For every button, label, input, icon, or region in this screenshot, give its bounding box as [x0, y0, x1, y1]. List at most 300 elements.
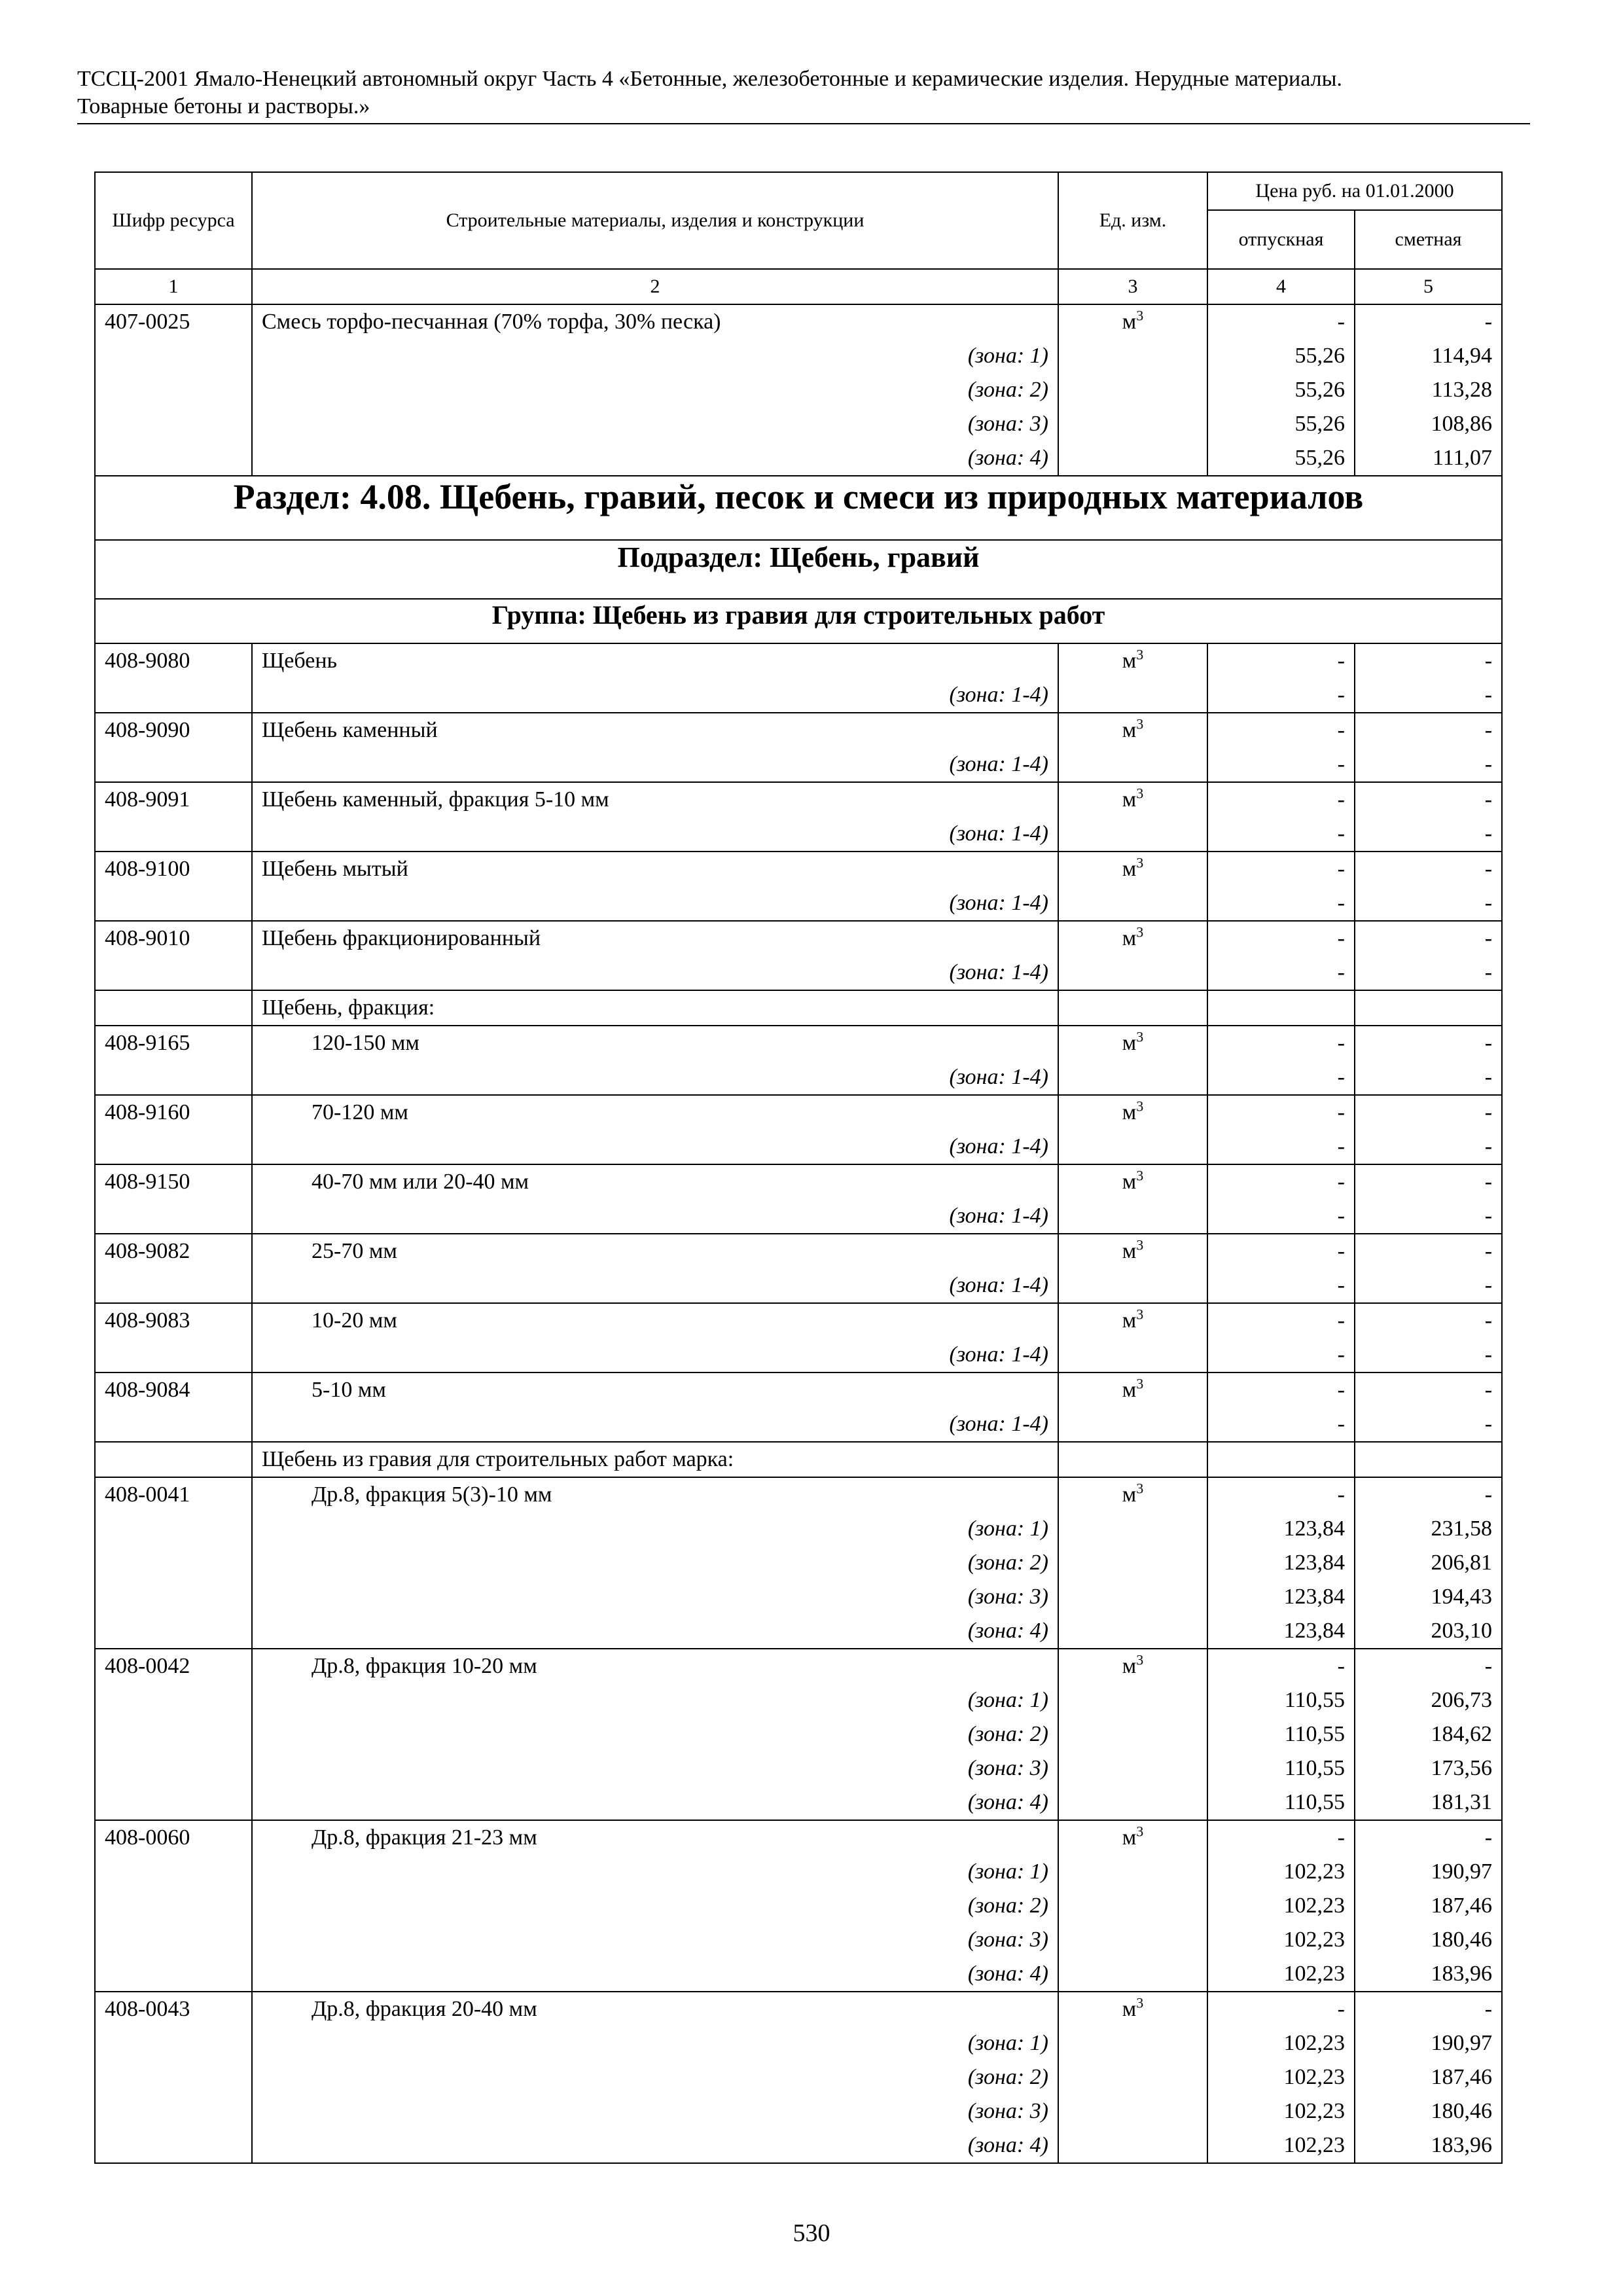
zone-row	[95, 1130, 1502, 1164]
table-row	[95, 1372, 1502, 1407]
empty-cell	[95, 886, 252, 921]
material-name: Щебень каменный	[252, 713, 1058, 747]
zone-label: (зона: 1-4)	[252, 1407, 1058, 1442]
empty-cell	[1058, 1751, 1207, 1785]
unit: м	[1122, 1654, 1137, 1678]
estimate-price: -	[1355, 817, 1502, 852]
table-row	[95, 1649, 1502, 1683]
zone-label: (зона: 1-4)	[252, 747, 1058, 782]
unit-power: 3	[1136, 1098, 1144, 1115]
mark-label: Щебень из гравия для строительных работ марка:	[252, 1442, 1058, 1477]
unit-cell	[1058, 782, 1207, 817]
unit: м	[1122, 1378, 1137, 1402]
estimate-price: -	[1355, 1268, 1502, 1303]
subgroup-label-row	[95, 1442, 1502, 1477]
zone-label: (зона: 1)	[252, 1855, 1058, 1889]
release-price: -	[1207, 304, 1355, 339]
zone-label: (зона: 3)	[252, 1751, 1058, 1785]
material-name: Щебень	[252, 643, 1058, 678]
empty-cell	[95, 1130, 252, 1164]
table-row	[95, 1992, 1502, 2026]
release-price: -	[1207, 1407, 1355, 1442]
empty-cell	[1058, 817, 1207, 852]
estimate-price: -	[1355, 1234, 1502, 1268]
release-price: -	[1207, 713, 1355, 747]
release-price: -	[1207, 1130, 1355, 1164]
empty-cell	[95, 1546, 252, 1580]
empty-cell	[95, 817, 252, 852]
zone-label: (зона: 2)	[252, 1889, 1058, 1923]
release-price: -	[1207, 921, 1355, 956]
empty-cell	[95, 2094, 252, 2128]
zone-label: (зона: 4)	[252, 1957, 1058, 1992]
zone-row	[95, 1268, 1502, 1303]
estimate-price: 114,94	[1355, 339, 1502, 373]
empty-cell	[95, 2026, 252, 2060]
unit-power: 3	[1136, 646, 1144, 663]
zone-row	[95, 1717, 1502, 1751]
zone-label: (зона: 1)	[252, 2026, 1058, 2060]
zone-row	[95, 373, 1502, 407]
zone-label: (зона: 1-4)	[252, 886, 1058, 921]
empty-cell	[95, 1923, 252, 1957]
empty-cell	[95, 1199, 252, 1234]
zone-row	[95, 1785, 1502, 1820]
unit-power: 3	[1136, 1306, 1144, 1323]
unit-power: 3	[1136, 785, 1144, 802]
release-price: -	[1207, 1164, 1355, 1199]
empty-cell	[1058, 2026, 1207, 2060]
table-row	[95, 643, 1502, 678]
subgroup-label-row	[95, 990, 1502, 1026]
empty-cell	[1058, 1130, 1207, 1164]
zone-row	[95, 2060, 1502, 2094]
estimate-price: -	[1355, 1060, 1502, 1095]
release-price: 110,55	[1207, 1683, 1355, 1717]
table-row	[95, 1026, 1502, 1060]
unit-cell	[1058, 1820, 1207, 1855]
estimate-price: -	[1355, 1820, 1502, 1855]
table-row	[95, 1303, 1502, 1338]
release-price: -	[1207, 852, 1355, 886]
unit-cell	[1058, 713, 1207, 747]
unit: м	[1122, 718, 1137, 742]
empty-cell	[1058, 990, 1207, 1026]
unit: м	[1122, 1170, 1137, 1194]
zone-row	[95, 886, 1502, 921]
empty-cell	[95, 1683, 252, 1717]
col-number: 3	[1058, 269, 1207, 304]
zone-label: (зона: 3)	[252, 2094, 1058, 2128]
estimate-price: 108,86	[1355, 407, 1502, 441]
release-price: -	[1207, 1268, 1355, 1303]
release-price: -	[1207, 678, 1355, 713]
zone-row	[95, 1546, 1502, 1580]
empty-cell	[1058, 1580, 1207, 1614]
zone-row	[95, 1407, 1502, 1442]
zone-row	[95, 817, 1502, 852]
estimate-price: -	[1355, 1649, 1502, 1683]
estimate-price: -	[1355, 713, 1502, 747]
unit-cell	[1058, 1164, 1207, 1199]
resource-code: 408-9080	[95, 643, 252, 678]
release-price: -	[1207, 817, 1355, 852]
empty-cell	[1058, 2128, 1207, 2163]
estimate-price: -	[1355, 782, 1502, 817]
estimate-price: 180,46	[1355, 2094, 1502, 2128]
resource-code: 408-9160	[95, 1095, 252, 1130]
unit-cell	[1058, 1234, 1207, 1268]
col-number: 5	[1355, 269, 1502, 304]
estimate-price: 181,31	[1355, 1785, 1502, 1820]
release-price: -	[1207, 1820, 1355, 1855]
unit-power: 3	[1136, 1651, 1144, 1668]
release-price: 55,26	[1207, 441, 1355, 476]
resource-code: 408-9100	[95, 852, 252, 886]
unit: м	[1122, 1482, 1137, 1507]
zone-label: (зона: 1-4)	[252, 1060, 1058, 1095]
empty-cell	[1058, 1338, 1207, 1372]
empty-cell	[1058, 441, 1207, 476]
zone-label: (зона: 4)	[252, 1614, 1058, 1649]
table-row	[95, 921, 1502, 956]
zone-row	[95, 1855, 1502, 1889]
resource-code: 408-9090	[95, 713, 252, 747]
release-price: 55,26	[1207, 407, 1355, 441]
release-price: 102,23	[1207, 2128, 1355, 2163]
empty-cell	[1058, 1717, 1207, 1751]
table-row	[95, 782, 1502, 817]
empty-cell	[1058, 1923, 1207, 1957]
zone-row	[95, 956, 1502, 990]
zone-label: (зона: 1)	[252, 1512, 1058, 1546]
empty-cell	[1207, 990, 1355, 1026]
release-price: -	[1207, 1060, 1355, 1095]
material-name: Др.8, фракция 5(3)-10 мм	[252, 1477, 1058, 1512]
release-price: 110,55	[1207, 1751, 1355, 1785]
material-name: Др.8, фракция 10-20 мм	[252, 1649, 1058, 1683]
page-number: 530	[793, 2219, 830, 2247]
estimate-price: -	[1355, 1026, 1502, 1060]
empty-cell	[95, 1407, 252, 1442]
empty-cell	[95, 1889, 252, 1923]
material-name: 25-70 мм	[252, 1234, 1058, 1268]
material-name: Щебень фракционированный	[252, 921, 1058, 956]
resource-code: 408-0060	[95, 1820, 252, 1855]
table-row	[95, 852, 1502, 886]
resource-code: 408-9091	[95, 782, 252, 817]
zone-label: (зона: 2)	[252, 2060, 1058, 2094]
empty-cell	[95, 1957, 252, 1992]
empty-cell	[1058, 1683, 1207, 1717]
unit-power: 3	[1136, 1375, 1144, 1392]
empty-cell	[1058, 1199, 1207, 1234]
release-price: -	[1207, 1372, 1355, 1407]
unit-cell	[1058, 1095, 1207, 1130]
estimate-price: -	[1355, 1338, 1502, 1372]
empty-cell	[1058, 1614, 1207, 1649]
table-row	[95, 304, 1502, 339]
table-row	[95, 1820, 1502, 1855]
col-unit-header: Ед. изм.	[1058, 172, 1207, 269]
empty-cell	[1058, 1855, 1207, 1889]
release-price: 110,55	[1207, 1717, 1355, 1751]
unit-cell	[1058, 643, 1207, 678]
zone-row	[95, 1889, 1502, 1923]
empty-cell	[95, 1580, 252, 1614]
column-numbers-row	[95, 269, 1502, 304]
material-name: 10-20 мм	[252, 1303, 1058, 1338]
empty-cell	[95, 2128, 252, 2163]
release-price: -	[1207, 747, 1355, 782]
empty-cell	[95, 441, 252, 476]
empty-cell	[95, 1268, 252, 1303]
empty-cell	[95, 990, 252, 1026]
estimate-price: -	[1355, 1130, 1502, 1164]
resource-code: 408-9083	[95, 1303, 252, 1338]
zone-row	[95, 1683, 1502, 1717]
zone-label: (зона: 1-4)	[252, 956, 1058, 990]
estimate-price: -	[1355, 1095, 1502, 1130]
zone-row	[95, 407, 1502, 441]
resource-code: 408-0043	[95, 1992, 252, 2026]
zone-row	[95, 1923, 1502, 1957]
resource-code: 407-0025	[95, 304, 252, 339]
release-price: -	[1207, 1234, 1355, 1268]
estimate-price: -	[1355, 921, 1502, 956]
unit-power: 3	[1136, 854, 1144, 871]
empty-cell	[95, 1442, 252, 1477]
estimate-price: 187,46	[1355, 1889, 1502, 1923]
empty-cell	[1058, 373, 1207, 407]
release-price: -	[1207, 956, 1355, 990]
unit-power: 3	[1136, 1028, 1144, 1045]
material-name: Смесь торфо-песчанная (70% торфа, 30% песка)	[252, 304, 1058, 339]
release-price: -	[1207, 1992, 1355, 2026]
unit-power: 3	[1136, 715, 1144, 732]
empty-cell	[1058, 1512, 1207, 1546]
empty-cell	[95, 339, 252, 373]
empty-cell	[1058, 1785, 1207, 1820]
zone-label: (зона: 3)	[252, 407, 1058, 441]
empty-cell	[1058, 2094, 1207, 2128]
unit-cell	[1058, 1649, 1207, 1683]
unit-power: 3	[1136, 924, 1144, 941]
estimate-price: 190,97	[1355, 2026, 1502, 2060]
empty-cell	[1058, 747, 1207, 782]
empty-cell	[1058, 678, 1207, 713]
unit-cell	[1058, 852, 1207, 886]
table-row	[95, 1095, 1502, 1130]
material-name: 70-120 мм	[252, 1095, 1058, 1130]
zone-row	[95, 1580, 1502, 1614]
empty-cell	[1058, 1442, 1207, 1477]
col-release-header: отпускная	[1207, 210, 1355, 269]
estimate-price: -	[1355, 643, 1502, 678]
empty-cell	[95, 407, 252, 441]
estimate-price: -	[1355, 852, 1502, 886]
release-price: 123,84	[1207, 1614, 1355, 1649]
release-price: 102,23	[1207, 2026, 1355, 2060]
zone-label: (зона: 1)	[252, 1683, 1058, 1717]
empty-cell	[1058, 339, 1207, 373]
zone-row	[95, 339, 1502, 373]
unit: м	[1122, 310, 1137, 334]
estimate-price: -	[1355, 956, 1502, 990]
unit: м	[1122, 1100, 1137, 1124]
empty-cell	[95, 1512, 252, 1546]
material-name: Др.8, фракция 20-40 мм	[252, 1992, 1058, 2026]
zone-label: (зона: 3)	[252, 1923, 1058, 1957]
empty-cell	[1058, 886, 1207, 921]
estimate-price: 203,10	[1355, 1614, 1502, 1649]
group-title: Группа: Щебень из гравия для строительных работ	[95, 599, 1502, 643]
release-price: -	[1207, 1649, 1355, 1683]
zone-row	[95, 1199, 1502, 1234]
estimate-price: 190,97	[1355, 1855, 1502, 1889]
estimate-price: 231,58	[1355, 1512, 1502, 1546]
resource-code: 408-9150	[95, 1164, 252, 1199]
table-row	[95, 1477, 1502, 1512]
table-row	[95, 1164, 1502, 1199]
empty-cell	[1058, 1060, 1207, 1095]
empty-cell	[95, 1060, 252, 1095]
unit-cell	[1058, 1992, 1207, 2026]
estimate-price: 206,73	[1355, 1683, 1502, 1717]
empty-cell	[1207, 1442, 1355, 1477]
estimate-price: 183,96	[1355, 2128, 1502, 2163]
release-price: 123,84	[1207, 1580, 1355, 1614]
estimate-price: -	[1355, 304, 1502, 339]
release-price: 123,84	[1207, 1546, 1355, 1580]
zone-label: (зона: 1)	[252, 339, 1058, 373]
release-price: 55,26	[1207, 373, 1355, 407]
unit-cell	[1058, 1026, 1207, 1060]
unit-power: 3	[1136, 307, 1144, 324]
zone-row	[95, 1338, 1502, 1372]
zone-label: (зона: 1-4)	[252, 1268, 1058, 1303]
unit: м	[1122, 857, 1137, 881]
estimate-price: 183,96	[1355, 1957, 1502, 1992]
unit: м	[1122, 787, 1137, 812]
release-price: -	[1207, 1338, 1355, 1372]
estimate-price: -	[1355, 1372, 1502, 1407]
zone-row	[95, 2094, 1502, 2128]
release-price: -	[1207, 1095, 1355, 1130]
release-price: 123,84	[1207, 1512, 1355, 1546]
resource-code: 408-9082	[95, 1234, 252, 1268]
release-price: -	[1207, 643, 1355, 678]
empty-cell	[1355, 1442, 1502, 1477]
empty-cell	[95, 1785, 252, 1820]
table-row	[95, 713, 1502, 747]
col-estimate-header: сметная	[1355, 210, 1502, 269]
zone-row	[95, 441, 1502, 476]
empty-cell	[1058, 1546, 1207, 1580]
zone-label: (зона: 4)	[252, 441, 1058, 476]
unit-cell	[1058, 1303, 1207, 1338]
unit-power: 3	[1136, 1167, 1144, 1184]
estimate-price: 113,28	[1355, 373, 1502, 407]
unit-cell	[1058, 921, 1207, 956]
estimate-price: -	[1355, 1477, 1502, 1512]
empty-cell	[1058, 407, 1207, 441]
release-price: 102,23	[1207, 1889, 1355, 1923]
release-price: -	[1207, 1477, 1355, 1512]
zone-label: (зона: 1-4)	[252, 1338, 1058, 1372]
zone-label: (зона: 1-4)	[252, 817, 1058, 852]
estimate-price: 187,46	[1355, 2060, 1502, 2094]
resource-code: 408-9010	[95, 921, 252, 956]
unit: м	[1122, 1308, 1137, 1333]
material-name: Др.8, фракция 21-23 мм	[252, 1820, 1058, 1855]
zone-row	[95, 1614, 1502, 1649]
unit-cell	[1058, 304, 1207, 339]
zone-label: (зона: 3)	[252, 1580, 1058, 1614]
zone-row	[95, 1060, 1502, 1095]
unit: м	[1122, 926, 1137, 950]
release-price: -	[1207, 1026, 1355, 1060]
empty-cell	[1058, 1957, 1207, 1992]
unit-cell	[1058, 1372, 1207, 1407]
zone-label: (зона: 1-4)	[252, 678, 1058, 713]
zone-row	[95, 747, 1502, 782]
empty-cell	[95, 956, 252, 990]
resource-code: 408-0041	[95, 1477, 252, 1512]
unit: м	[1122, 1997, 1137, 2021]
release-price: -	[1207, 886, 1355, 921]
estimate-price: 184,62	[1355, 1717, 1502, 1751]
unit: м	[1122, 1031, 1137, 1055]
zone-row	[95, 1751, 1502, 1785]
unit-power: 3	[1136, 1480, 1144, 1497]
header-line-2: Товарные бетоны и растворы.»	[77, 94, 370, 118]
estimate-price: -	[1355, 1407, 1502, 1442]
fraction-label: Щебень, фракция:	[252, 990, 1058, 1026]
header-line-1: ТССЦ-2001 Ямало-Ненецкий автономный округ Часть 4 «Бетонные, железобетонные и керамические изделия. Нерудные материалы.	[77, 67, 1342, 91]
material-name: 5-10 мм	[252, 1372, 1058, 1407]
estimate-price: 194,43	[1355, 1580, 1502, 1614]
empty-cell	[1058, 1268, 1207, 1303]
unit: м	[1122, 649, 1137, 673]
section-title-row	[95, 476, 1502, 540]
estimate-price: -	[1355, 1303, 1502, 1338]
resource-code: 408-9165	[95, 1026, 252, 1060]
release-price: 55,26	[1207, 339, 1355, 373]
zone-label: (зона: 4)	[252, 1785, 1058, 1820]
release-price: -	[1207, 782, 1355, 817]
col-number: 4	[1207, 269, 1355, 304]
estimate-price: -	[1355, 678, 1502, 713]
release-price: 102,23	[1207, 2094, 1355, 2128]
price-table	[94, 171, 1503, 2164]
estimate-price: -	[1355, 886, 1502, 921]
material-name: 40-70 мм или 20-40 мм	[252, 1164, 1058, 1199]
empty-cell	[1355, 990, 1502, 1026]
zone-label: (зона: 2)	[252, 1546, 1058, 1580]
estimate-price: 180,46	[1355, 1923, 1502, 1957]
zone-row	[95, 2026, 1502, 2060]
release-price: 102,23	[1207, 1957, 1355, 1992]
resource-code: 408-0042	[95, 1649, 252, 1683]
zone-row	[95, 1512, 1502, 1546]
empty-cell	[95, 373, 252, 407]
empty-cell	[1058, 1889, 1207, 1923]
zone-label: (зона: 2)	[252, 1717, 1058, 1751]
zone-label: (зона: 1-4)	[252, 1130, 1058, 1164]
empty-cell	[1058, 2060, 1207, 2094]
estimate-price: -	[1355, 1992, 1502, 2026]
